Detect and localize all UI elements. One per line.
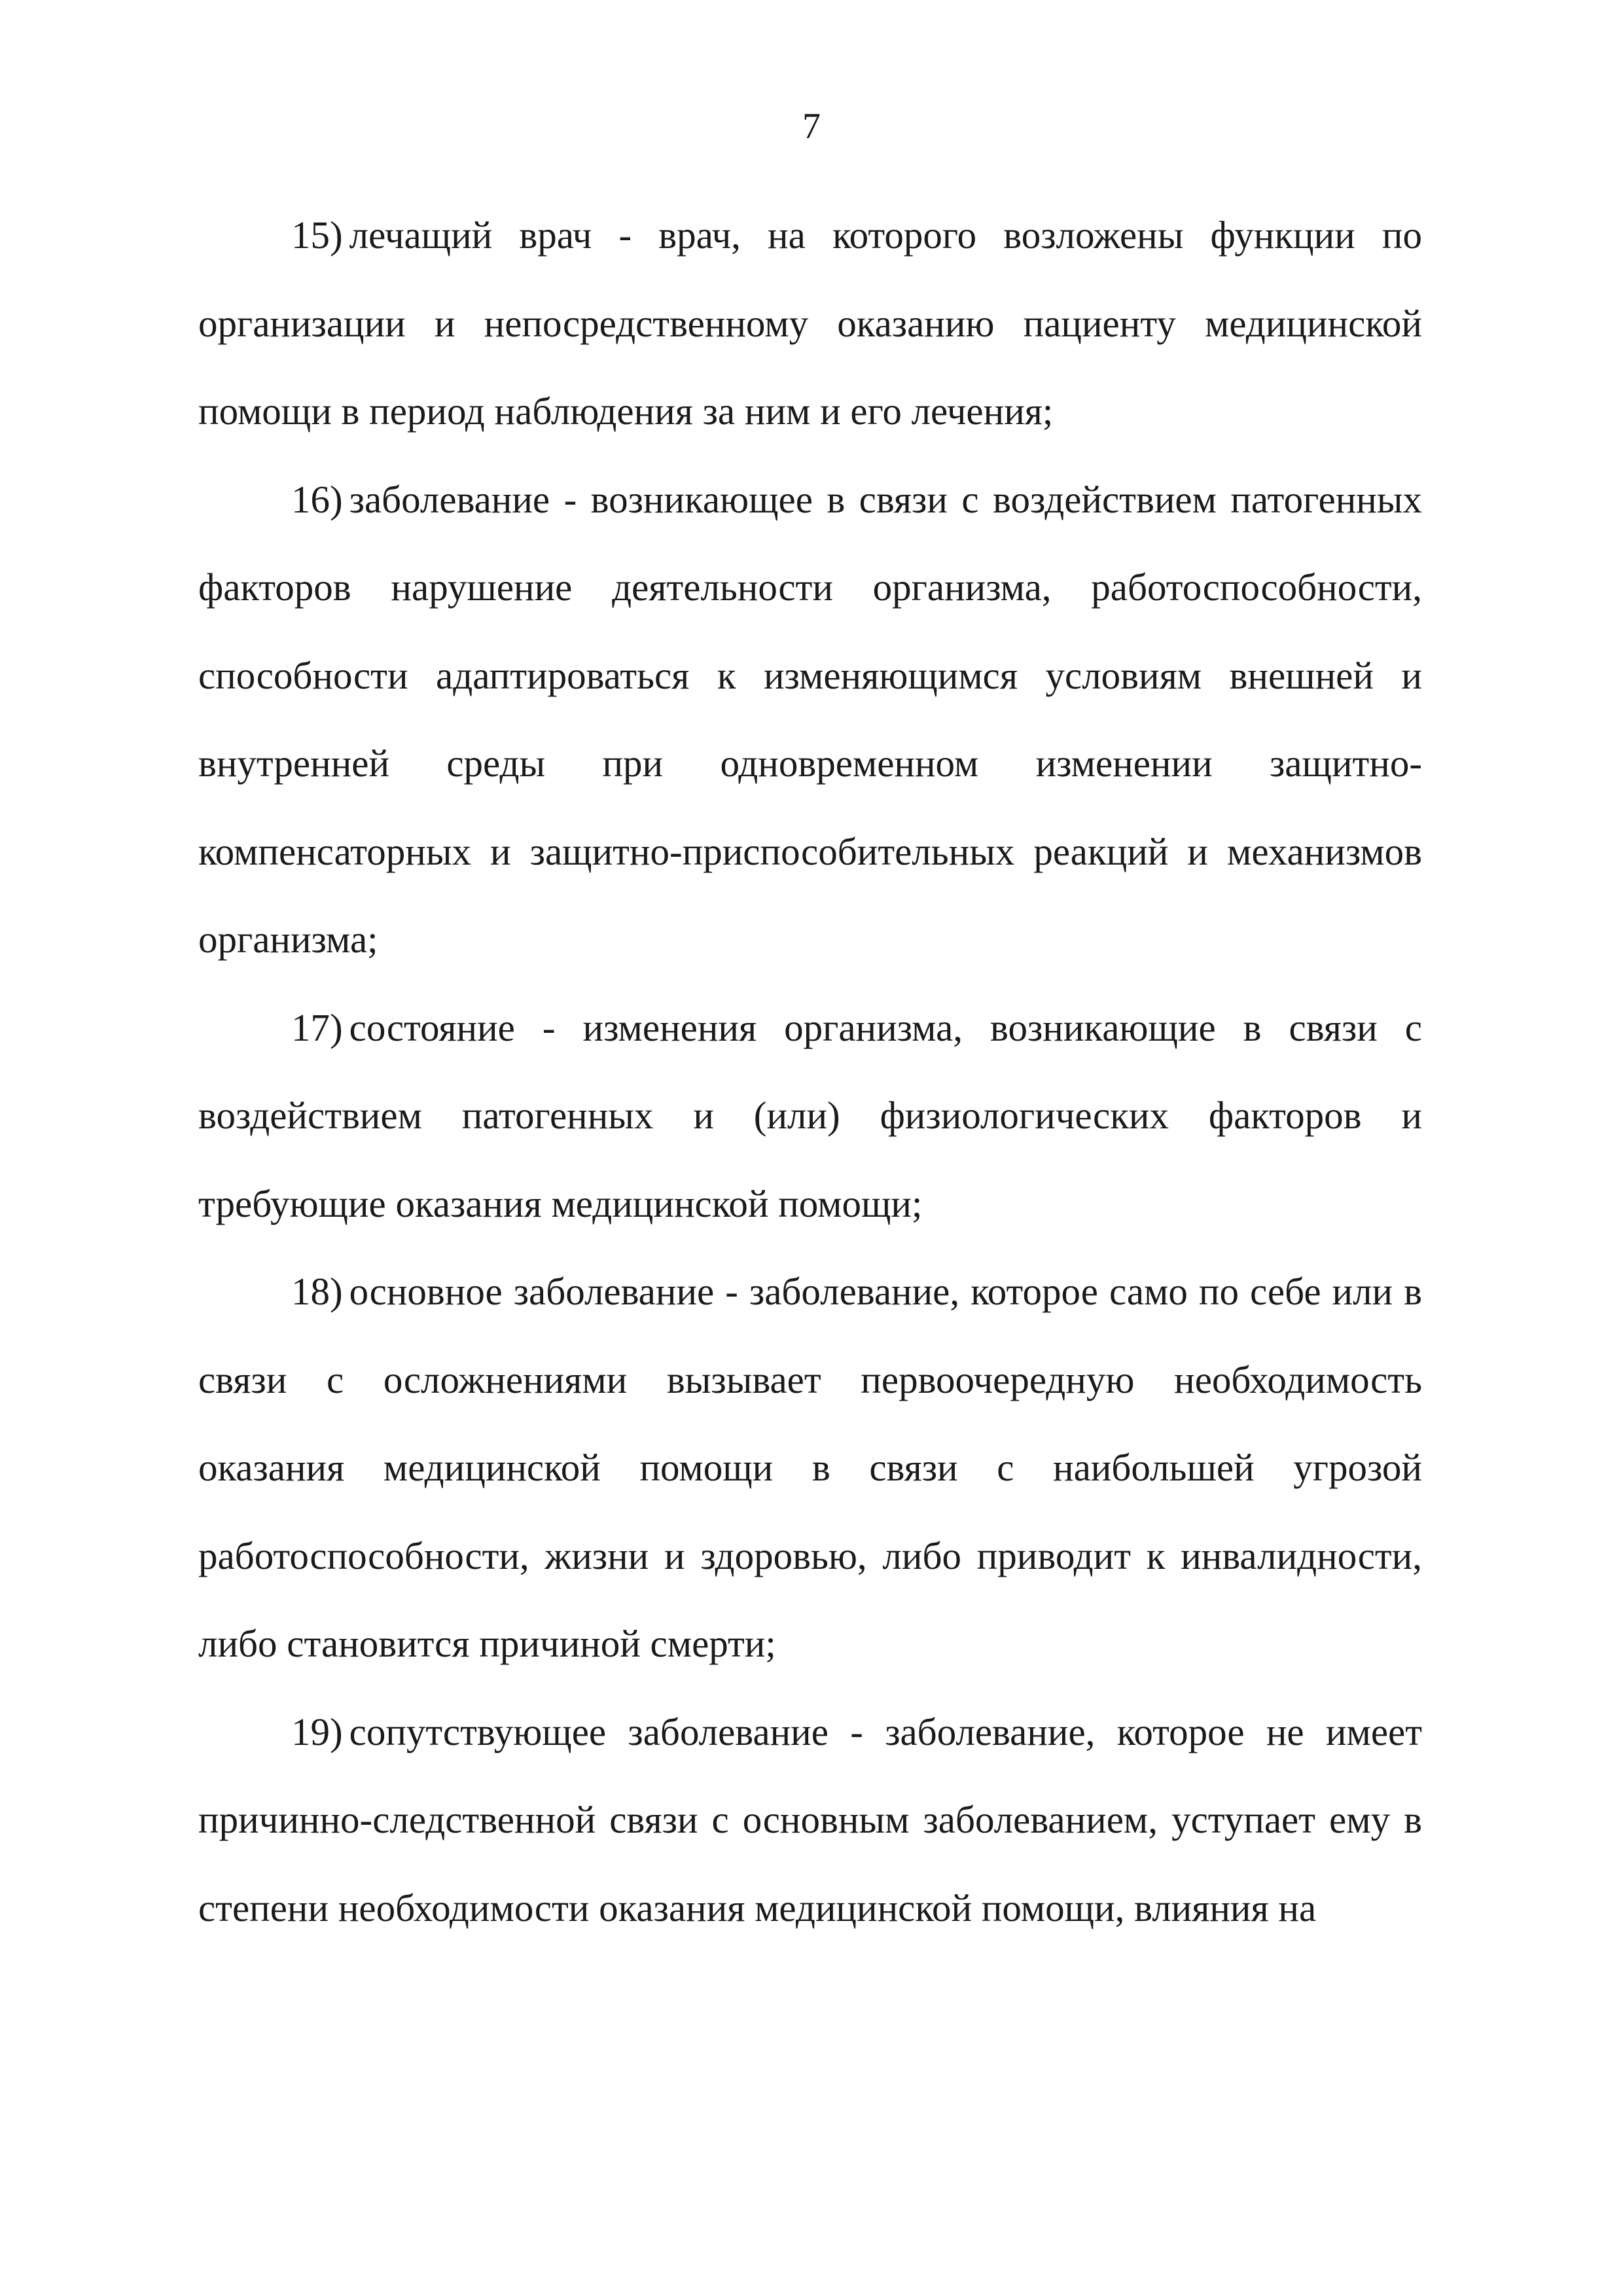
paragraph-text: лечащий врач - врач, на которого возложены функции по организации и непосредственному оказанию пациенту медицинской помощи в период наблюдения за ним и его лечения; — [198, 213, 1422, 433]
paragraph-text: состояние - изменения организма, возникающие в связи с воздействием патогенных и (или) физиологических факторов и требующие оказания медицинской помощи; — [198, 1005, 1422, 1225]
paragraph-number: 18) — [291, 1270, 343, 1313]
paragraph-text: основное заболевание - заболевание, которое само по себе или в связи с осложнениями вызывает первоочередную необходимость оказания медицинской помощи в связи с наибольшей угрозой работоспособности, жизни и здоровью, либо приводит к инвалидности, либо становится причиной смерти; — [198, 1270, 1422, 1665]
definition-paragraph-17 — [198, 984, 1422, 1248]
paragraph-number: 19) — [291, 1710, 343, 1753]
definition-paragraph-15 — [198, 191, 1422, 456]
paragraph-text: сопутствующее заболевание - заболевание, которое не имеет причинно-следственной связи с основным заболеванием, уступает ему в степени необходимости оказания медицинской помощи, влияния на — [198, 1710, 1422, 1929]
paragraph-number: 16) — [291, 477, 343, 521]
page-number: 7 — [802, 106, 821, 147]
document-body — [198, 191, 1422, 1952]
definition-paragraph-19 — [198, 1688, 1422, 1952]
definition-paragraph-18 — [198, 1247, 1422, 1688]
paragraph-number: 15) — [291, 213, 343, 257]
paragraph-number: 17) — [291, 1005, 343, 1049]
definition-paragraph-16 — [198, 456, 1422, 984]
paragraph-text: заболевание - возникающее в связи с воздействием патогенных факторов нарушение деятельности организма, работоспособности, способности адаптироваться к изменяющимся условиям внешней и внутренней среды при одновременном изменении защитно-компенсаторных и защитно-приспособительных реакций и механизмов организма; — [198, 477, 1422, 961]
